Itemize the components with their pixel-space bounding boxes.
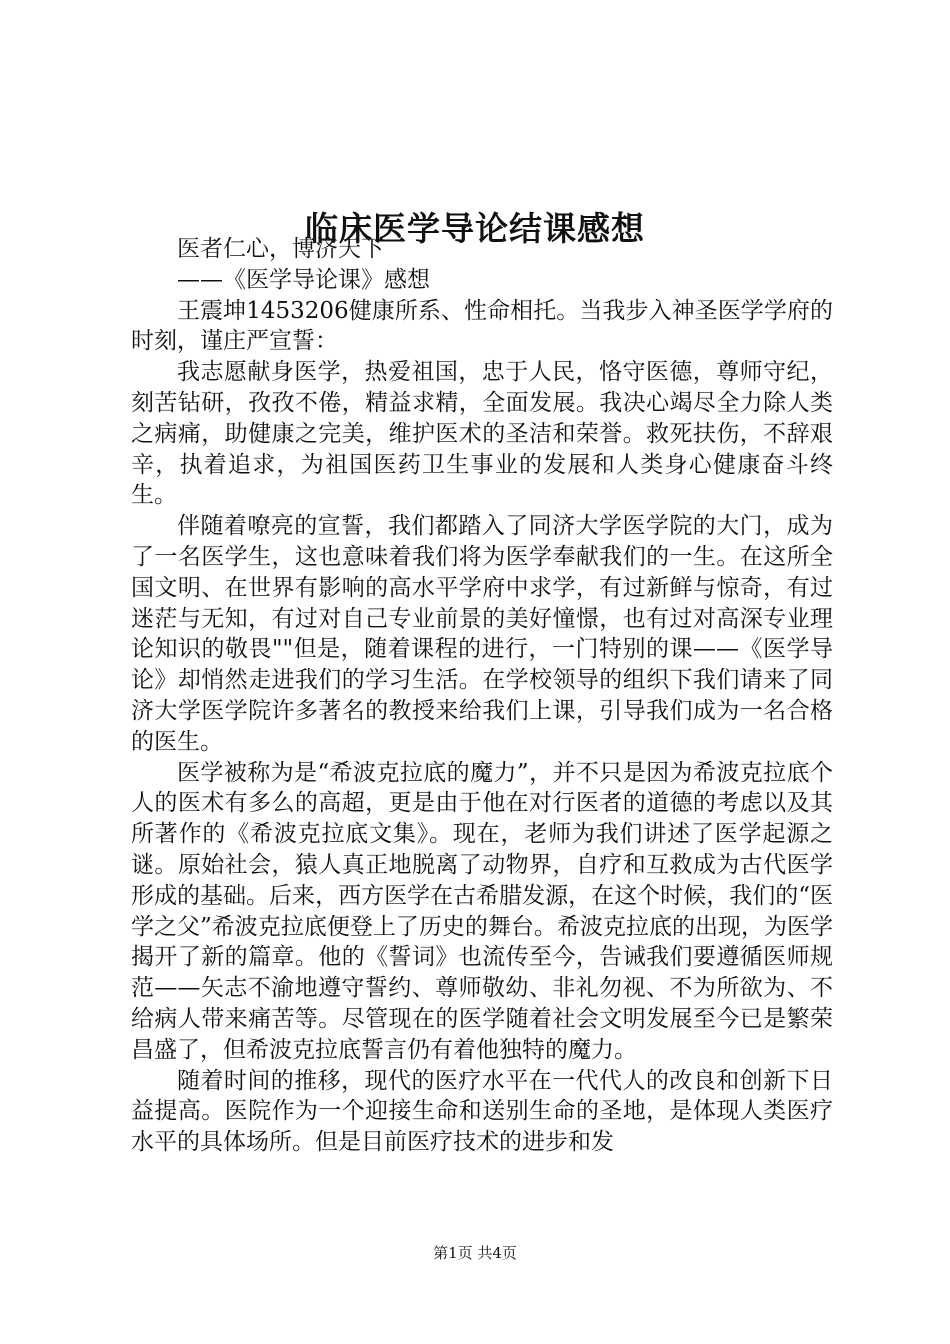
document-title: 临床医学导论结课感想: [305, 209, 645, 249]
paragraph-1: 王震坤1453206健康所系、性命相托。当我步入神圣医学学府的时刻，谨庄严宣誓：: [131, 297, 833, 355]
page-footer: 第1页 共4页: [433, 1244, 517, 1262]
subtitle: 医者仁心，博济天下: [177, 236, 384, 262]
document-body: [131, 234, 833, 1158]
paragraph-2: 我志愿献身医学，热爱祖国，忠于人民，恪守医德，尊师守纪，刻苦钻研，孜孜不倦，精益求精，全面发展。我决心竭尽全力除人类之病痛，助健康之完美，维护医术的圣洁和荣誉。救死扶伤，不辞艰辛，执着追求，为祖国医药卫生事业的发展和人类身心健康奋斗终生。: [131, 359, 833, 509]
paragraph-4: 医学被称为是“希波克拉底的魔力”，并不只是因为希波克拉底个人的医术有多么的高超，更是由于他在对行医者的道德的考虑以及其所著作的《希波克拉底文集》。现在，老师为我们讲述了医学起源之谜。原始社会，猿人真正地脱离了动物界，自疗和互救成为古代医学形成的基础。后来，西方医学在古希腊发源，在这个时候，我们的“医学之父”希波克拉底便登上了历史的舞台。希波克拉底的出现，为医学揭开了新的篇章。他的《誓词》也流传至今，告诫我们要遵循医师规范——矢志不渝地遵守誓约、尊师敬幼、非礼勿视、不为所欲为、不给病人带来痛苦等。尽管现在的医学随着社会文明发展至今已是繁荣昌盛了，但希波克拉底誓言仍有着他独特的魔力。: [131, 759, 833, 1063]
paragraph-3: 伴随着嘹亮的宣誓，我们都踏入了同济大学医学院的大门，成为了一名医学生，这也意味着我们将为医学奉献我们的一生。在这所全国文明、在世界有影响的高水平学府中求学，有过新鲜与惊奇，有过迷茫与无知，有过对自己专业前景的美好憧憬，也有过对高深专业理论知识的敬畏""但是，随着课程的进行，一门特别的课——《医学导论》却悄然走进我们的学习生活。在学校领导的组织下我们请来了同济大学医学院许多著名的教授来给我们上课，引导我们成为一名合格的医生。: [131, 513, 833, 755]
subtitle-2: ——《医学导论课》感想: [177, 266, 430, 293]
paragraph-5: 随着时间的推移，现代的医疗水平在一代代人的改良和创新下日益提高。医院作为一个迎接生命和送别生命的圣地，是体现人类医疗水平的具体场所。但是目前医疗技术的进步和发: [131, 1067, 833, 1156]
